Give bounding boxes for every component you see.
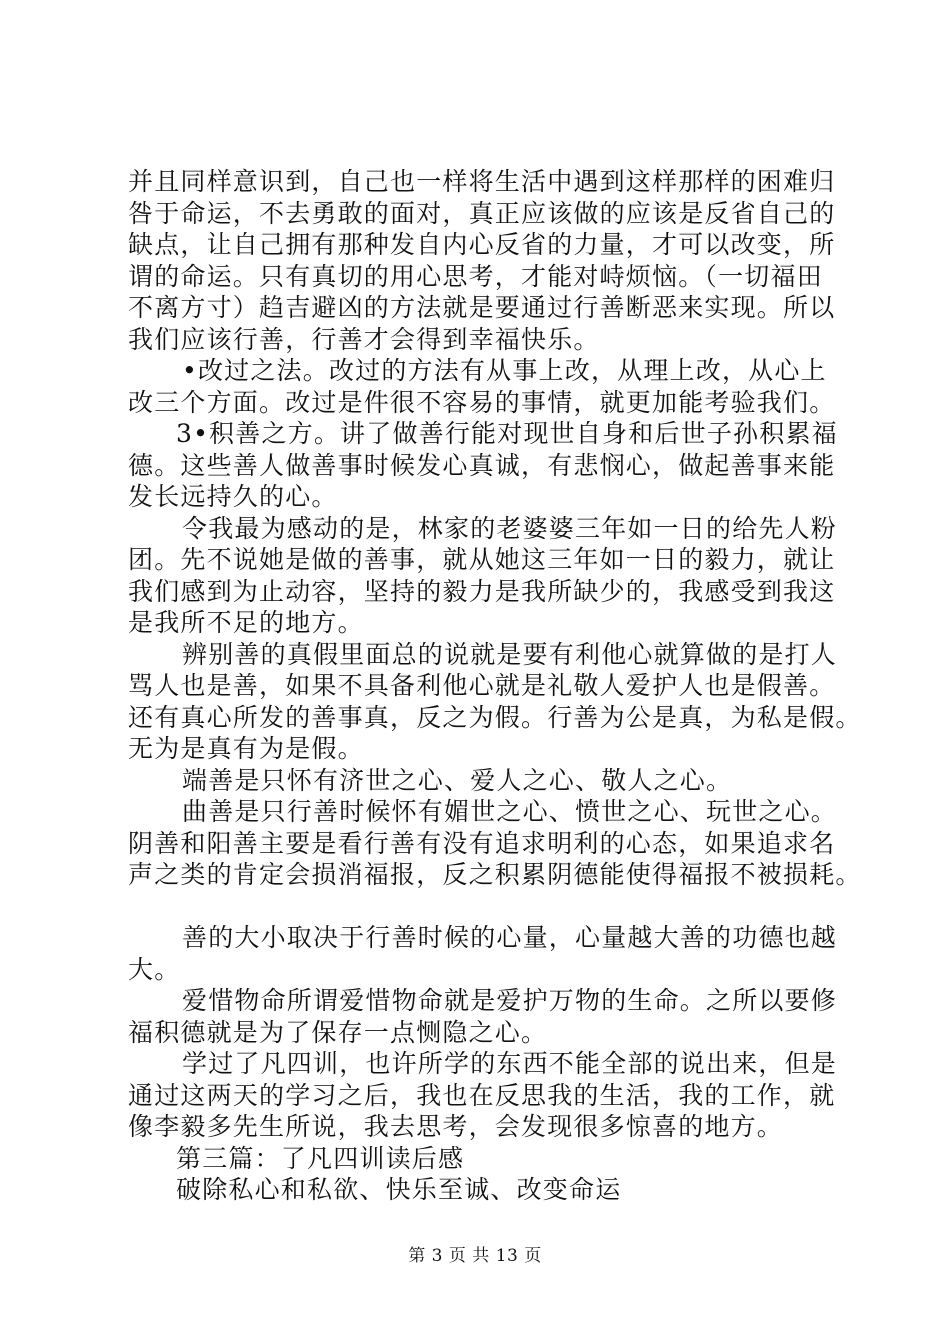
text-line: 是我所不足的地方。	[128, 608, 364, 637]
section-subtitle: 破除私心和私欲、快乐至诚、改变命运	[176, 1175, 622, 1204]
text-line: 通过这两天的学习之后，我也在反思我的生活，我的工作，就	[128, 1080, 836, 1110]
text-line: 我们感到为止动容，坚持的毅力是我所缺少的，我感受到我这	[128, 576, 836, 606]
text-line: 3•积善之方。讲了做善行能对现世自身和后世子孙积累福	[176, 419, 838, 448]
text-line: 善的大小取决于行善时候的心量，心量越大善的功德也越	[182, 923, 838, 952]
text-line: 声之类的肯定会损消福报，反之积累阴德能使得福报不被损耗。	[128, 860, 862, 889]
text-line: 咎于命运，不去勇敢的面对，真正应该做的应该是反省自己的	[128, 198, 836, 228]
text-line: 德。这些善人做善事时候发心真诚，有悲悯心，做起善事来能	[128, 450, 836, 480]
text-line: 大。	[128, 954, 181, 984]
text-line: •改过之法。改过的方法有从事上改，从理上改，从心上	[182, 356, 827, 385]
text-line: 像李毅多先生所说，我去思考，会发现很多惊喜的地方。	[128, 1112, 784, 1141]
text-line: 福积德就是为了保存一点恻隐之心。	[128, 1017, 548, 1047]
text-line: 发长远持久的心。	[128, 482, 338, 511]
text-line: 学过了凡四训，也许所学的东西不能全部的说出来，但是	[182, 1049, 838, 1078]
text-line: 骂人也是善，如果不具备利他心就是礼敬人爱护人也是假善。	[128, 671, 836, 700]
text-line: 爱惜物命所谓爱惜物命就是爱护万物的生命。之所以要修	[182, 986, 838, 1015]
text-line: 辨别善的真假里面总的说就是要有利他心就算做的是打人	[182, 639, 838, 669]
text-line: 我们应该行善，行善才会得到幸福快乐。	[128, 324, 600, 354]
text-line: 谓的命运。只有真切的用心思考，才能对峙烦恼。（一切福田	[128, 261, 823, 291]
text-line: 曲善是只行善时候怀有媚世之心、愤世之心、玩世之心。	[182, 797, 838, 826]
text-line: 端善是只怀有济世之心、爱人之心、敬人之心。	[182, 765, 733, 795]
text-line: 无为是真有为是假。	[128, 734, 364, 763]
blank-line	[128, 891, 828, 923]
text-line: 令我最为感动的是，林家的老婆婆三年如一日的给先人粉	[182, 513, 838, 543]
section-heading: 第三篇：了凡四训读后感	[176, 1143, 465, 1173]
page-number: 第 3 页 共 13 页	[408, 1246, 542, 1266]
body-text	[128, 166, 862, 1206]
text-line: 团。先不说她是做的善事，就从她这三年如一日的毅力，就让	[128, 545, 836, 574]
text-line: 改三个方面。改过是件很不容易的事情，就更加能考验我们。	[128, 387, 836, 417]
text-line: 不离方寸）趋吉避凶的方法就是要通过行善断恶来实现。所以	[128, 293, 836, 322]
text-line: 阴善和阳善主要是看行善有没有追求明利的心态，如果追求名	[128, 828, 836, 858]
text-line: 还有真心所发的善事真，反之为假。行善为公是真，为私是假。	[128, 702, 862, 732]
text-line: 并且同样意识到，自己也一样将生活中遇到这样那样的困难归	[128, 167, 836, 196]
text-line: 缺点，让自己拥有那种发自内心反省的力量，才可以改变，所	[128, 230, 836, 259]
